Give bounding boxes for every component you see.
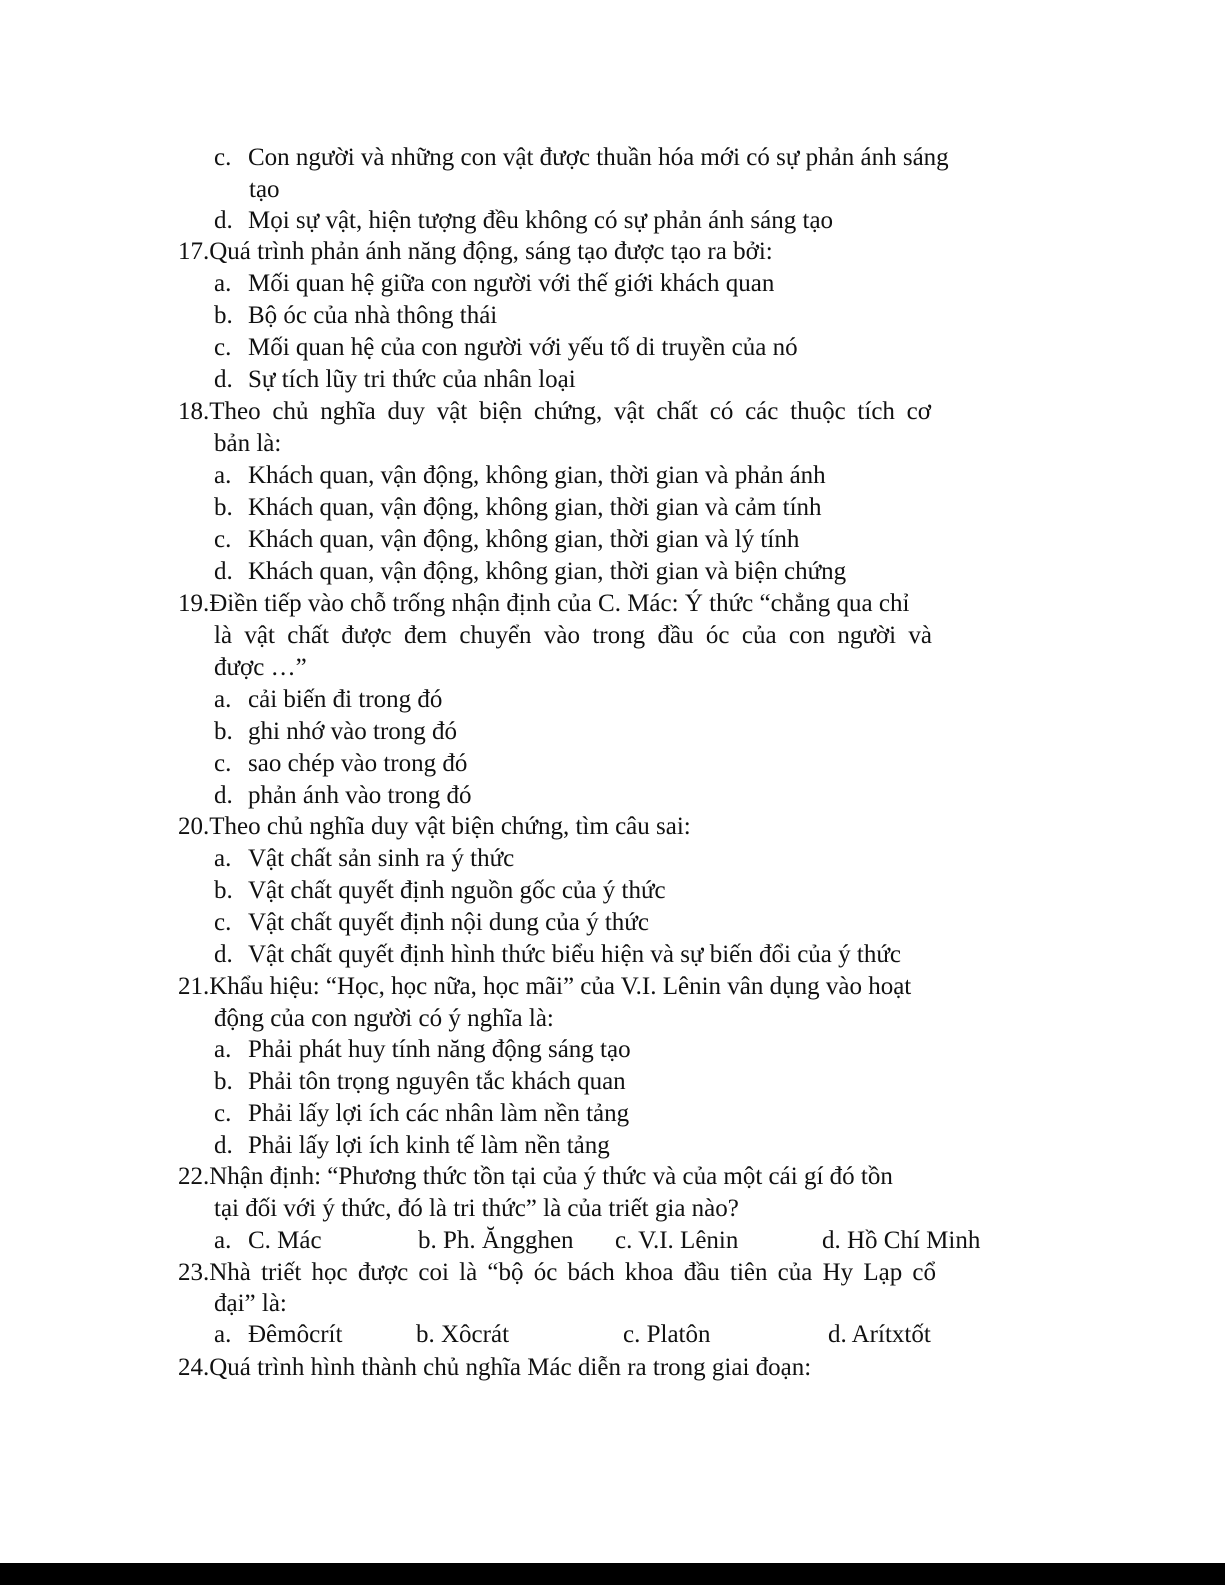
q20-option-c (214, 907, 649, 939)
q17-option-a (214, 268, 774, 300)
option-label: c. (214, 1100, 232, 1127)
option-text: Mối quan hệ của con người với yếu tố di truyền của nó (248, 334, 798, 361)
q22-option-c: c. V.I. Lênin (615, 1227, 739, 1254)
q18-question-continued: bản là: (214, 430, 282, 457)
option-label: d. (214, 558, 233, 585)
q23-option-a (214, 1319, 342, 1351)
q18-option-d (214, 556, 846, 588)
option-text: cải biến đi trong đó (248, 686, 443, 713)
q22-question: 22.Nhận định: “Phương thức tồn tại của ý thức và của một cái gí đó tồn (178, 1163, 893, 1190)
q19-option-a (214, 684, 442, 716)
q23-option-c: c. Platôn (623, 1321, 711, 1348)
option-text: Phải phát huy tính năng động sáng tạo (248, 1036, 631, 1063)
option-text: Mọi sự vật, hiện tượng đều không có sự phản ánh sáng tạo (248, 207, 834, 234)
option-text: Mối quan hệ giữa con người với thế giới khách quan (248, 270, 775, 297)
q19-question-continued-2: được …” (214, 654, 307, 681)
option-text: Con người và những con vật được thuần hóa mới có sự phản ánh sáng (248, 144, 949, 171)
q20-option-b (214, 875, 666, 907)
option-label: a. (214, 270, 232, 297)
option-label: c. (214, 909, 232, 936)
q19-option-b (214, 716, 457, 748)
option-text: Vật chất quyết định nội dung của ý thức (248, 909, 649, 936)
q20-option-d (214, 939, 901, 971)
q19-option-c (214, 748, 467, 780)
q23-question: 23.Nhà triết học được coi là “bộ óc bách khoa đầu tiên của Hy Lạp cổ (178, 1259, 936, 1286)
q20-option-a (214, 843, 514, 875)
q19-option-d (214, 780, 472, 812)
q22-option-d: d. Hồ Chí Minh (822, 1227, 981, 1254)
option-text: Khách quan, vận động, không gian, thời gian và biện chứng (248, 558, 847, 585)
option-label: b. (214, 494, 233, 521)
option-text: Khách quan, vận động, không gian, thời gian và cảm tính (248, 494, 822, 521)
option-text: Vật chất quyết định nguồn gốc của ý thức (248, 877, 666, 904)
option-label: b. (214, 718, 233, 745)
q23-question-continued: đại” là: (214, 1290, 287, 1317)
option-text: Vật chất quyết định hình thức biểu hiện và sự biến đổi của ý thức (248, 941, 901, 968)
q18-option-c (214, 524, 799, 556)
option-label: a. (214, 1036, 232, 1063)
option-label: d. (214, 207, 233, 234)
q24-question: 24.Quá trình hình thành chủ nghĩa Mác diễn ra trong giai đoạn: (178, 1354, 812, 1381)
q18-option-a (214, 460, 826, 492)
option-text: phản ánh vào trong đó (248, 782, 472, 809)
q16-option-c (214, 142, 949, 174)
option-label: c. (214, 334, 232, 361)
option-text: ghi nhớ vào trong đó (248, 718, 458, 745)
option-label: a. (214, 686, 232, 713)
option-label: a. (214, 845, 232, 872)
option-text: Sự tích lũy tri thức của nhân loại (248, 366, 576, 393)
q21-question-continued: động của con người có ý nghĩa là: (214, 1005, 554, 1032)
option-label: d. (214, 941, 233, 968)
option-label: a. (214, 1227, 232, 1254)
q21-option-a (214, 1034, 631, 1066)
option-text: Vật chất sản sinh ra ý thức (248, 845, 515, 872)
q21-option-b (214, 1066, 626, 1098)
option-label: a. (214, 1321, 232, 1348)
q17-question: 17.Quá trình phản ánh năng động, sáng tạo được tạo ra bởi: (178, 238, 773, 265)
q16-option-c-continued: tạo (249, 176, 280, 203)
q21-question: 21.Khẩu hiệu: “Học, học nữa, học mãi” của V.I. Lênin vân dụng vào hoạt (178, 973, 912, 1000)
q21-option-c (214, 1098, 629, 1130)
option-label: c. (214, 750, 232, 777)
option-text: C. Mác (248, 1227, 322, 1254)
q21-option-d (214, 1130, 610, 1162)
q17-option-d (214, 364, 576, 396)
q17-option-b (214, 300, 497, 332)
q22-option-b: b. Ph. Ăngghen (418, 1227, 574, 1254)
q20-question: 20.Theo chủ nghĩa duy vật biện chứng, tìm câu sai: (178, 813, 691, 840)
option-text: sao chép vào trong đó (248, 750, 468, 777)
page-bottom-edge (0, 1563, 1225, 1585)
option-text: Bộ óc của nhà thông thái (248, 302, 498, 329)
option-text: Phải lấy lợi ích các nhân làm nền tảng (248, 1100, 630, 1127)
q19-question: 19.Điền tiếp vào chỗ trống nhận định của C. Mác: Ý thức “chẳng qua chỉ (178, 590, 910, 617)
option-text: Phải tôn trọng nguyên tắc khách quan (248, 1068, 626, 1095)
q22-option-a (214, 1225, 322, 1257)
option-label: d. (214, 1132, 233, 1159)
option-text: Khách quan, vận động, không gian, thời gian và phản ánh (248, 462, 826, 489)
option-label: b. (214, 302, 233, 329)
option-label: c. (214, 526, 232, 553)
option-label: a. (214, 462, 232, 489)
q23-option-b: b. Xôcrát (416, 1321, 510, 1348)
q18-option-b (214, 492, 822, 524)
option-label: d. (214, 782, 233, 809)
option-label: b. (214, 1068, 233, 1095)
option-text: Phải lấy lợi ích kinh tế làm nền tảng (248, 1132, 610, 1159)
q18-question: 18.Theo chủ nghĩa duy vật biện chứng, vật chất có các thuộc tích cơ (178, 398, 931, 425)
q22-question-continued: tại đối với ý thức, đó là tri thức” là của triết gia nào? (214, 1195, 739, 1222)
q19-question-continued: là vật chất được đem chuyển vào trong đầu óc của con người và (214, 622, 932, 649)
option-label: c. (214, 144, 232, 171)
q23-option-d: d. Arítxtốt (828, 1321, 931, 1348)
q16-option-d (214, 205, 833, 237)
option-text: Khách quan, vận động, không gian, thời gian và lý tính (248, 526, 800, 553)
option-text: Đêmôcrít (248, 1321, 343, 1348)
q17-option-c (214, 332, 798, 364)
option-label: d. (214, 366, 233, 393)
option-label: b. (214, 877, 233, 904)
